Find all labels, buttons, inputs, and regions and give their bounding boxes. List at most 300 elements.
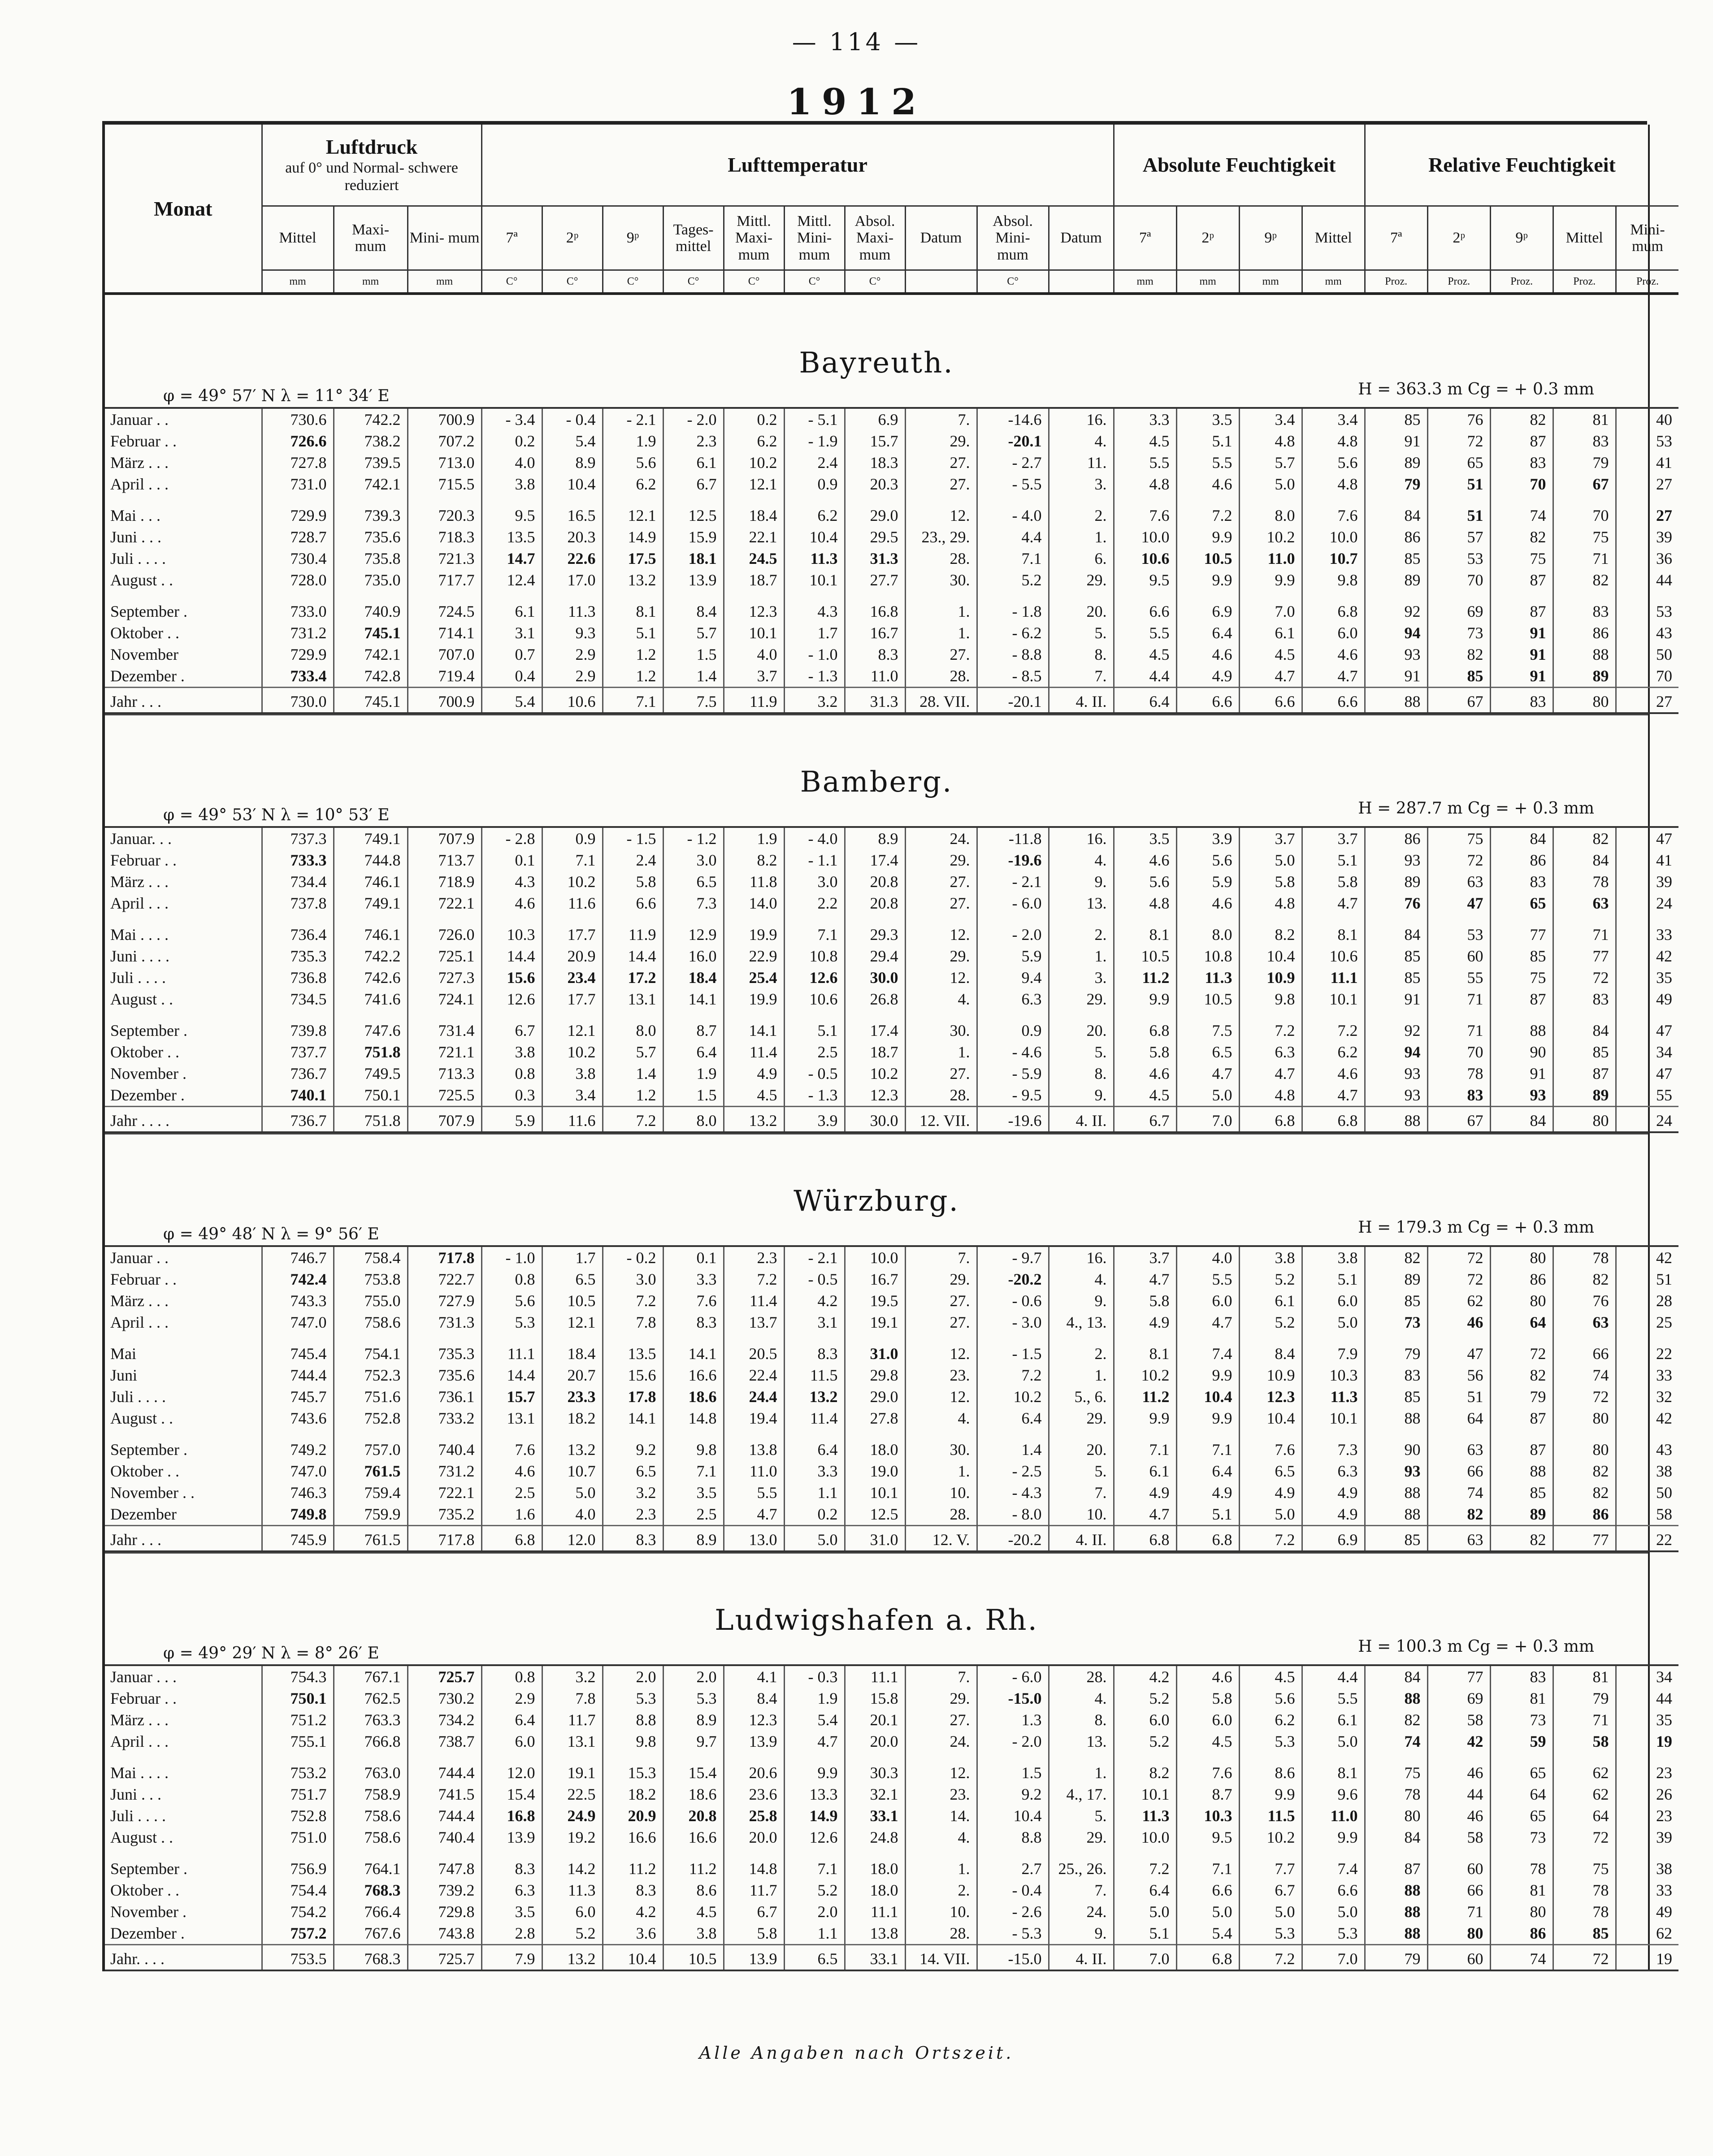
value-cell: 11.4 <box>784 1407 845 1429</box>
value-cell: 58 <box>1553 1731 1616 1752</box>
value-cell: 3.3 <box>784 1460 845 1482</box>
value-cell: 6.5 <box>663 871 724 892</box>
value-cell: 4.9 <box>1176 665 1239 688</box>
value-cell: 713.7 <box>408 849 481 871</box>
value-cell: 10.4 <box>977 1805 1049 1827</box>
value-cell: - 2.5 <box>977 1460 1049 1482</box>
month-label: Dezember <box>105 1503 262 1526</box>
value-cell: 31.3 <box>845 548 905 569</box>
value-cell: 17.7 <box>542 988 603 1010</box>
value-cell: 725.7 <box>408 1665 481 1688</box>
value-cell: 70 <box>1656 667 1672 685</box>
value-cell: 7.6 <box>481 1429 542 1460</box>
value-cell: 29.0 <box>845 1386 905 1407</box>
value-cell: 10.5 <box>1176 988 1239 1010</box>
value-cell: 750.1 <box>262 1688 334 1709</box>
value-cell: 736.1 <box>408 1386 481 1407</box>
value-cell: 3.1 <box>784 1312 845 1333</box>
value-cell: 85 <box>1365 967 1427 988</box>
value-cell: 6.0 <box>1176 1709 1239 1731</box>
value-cell: 752.8 <box>334 1407 408 1429</box>
month-label: Juni . . . <box>105 526 262 548</box>
value-cell: 30.0 <box>845 1107 905 1133</box>
value-cell: 71 <box>1427 1901 1490 1922</box>
value-cell: 15.7 <box>845 430 905 452</box>
value-cell: 12.1 <box>724 473 784 495</box>
month-row <box>105 1460 1678 1482</box>
value-cell: 9.9 <box>1176 1407 1239 1429</box>
value-cell: 25.8 <box>724 1805 784 1827</box>
value-cell: 7.1 <box>663 1460 724 1482</box>
value-cell: 58 <box>1656 1505 1672 1523</box>
value-cell: 717.8 <box>408 1526 481 1552</box>
year-summary-row <box>105 1526 1678 1552</box>
value-cell: 44 <box>1656 1689 1672 1707</box>
value-cell: 86 <box>1490 1268 1553 1290</box>
value-cell: 18.4 <box>663 967 724 988</box>
value-cell: 80 <box>1553 1429 1616 1460</box>
value-cell: 28. <box>905 1922 977 1945</box>
value-cell: 721.3 <box>408 548 481 569</box>
value-cell: - 1.3 <box>784 1084 845 1107</box>
value-cell: 27 <box>1616 688 1678 714</box>
value-cell: 735.2 <box>408 1503 481 1526</box>
value-cell: 41 <box>1656 851 1672 869</box>
value-cell: 5.8 <box>603 871 663 892</box>
value-cell: 67 <box>1427 1107 1490 1133</box>
value-cell: 15.7 <box>481 1386 542 1407</box>
value-cell: 744.4 <box>262 1364 334 1386</box>
month-row <box>105 430 1678 452</box>
value-cell: 1.9 <box>603 430 663 452</box>
column-unit: C° <box>845 270 905 294</box>
value-cell: 10.6 <box>1302 945 1365 967</box>
value-cell: 29. <box>905 945 977 967</box>
value-cell: 75 <box>1490 967 1553 988</box>
column-unit: mm <box>1176 270 1239 294</box>
value-cell: 14.8 <box>724 1848 784 1879</box>
value-cell: 8.2 <box>1114 1752 1176 1784</box>
value-cell: - 1.5 <box>977 1333 1049 1364</box>
value-cell: 12.5 <box>663 495 724 526</box>
value-cell: 5.7 <box>663 622 724 644</box>
value-cell: 738.2 <box>334 430 408 452</box>
value-cell: 6.5 <box>784 1945 845 1971</box>
value-cell: 757.0 <box>334 1429 408 1460</box>
value-cell: 72 <box>1427 430 1490 452</box>
value-cell: 14.4 <box>481 1364 542 1386</box>
value-cell: 75 <box>1553 526 1616 548</box>
month-row <box>105 1407 1678 1429</box>
value-cell: 6.1 <box>481 591 542 622</box>
value-cell: 18.4 <box>542 1333 603 1364</box>
value-cell: 17.7 <box>542 914 603 945</box>
value-cell: 730.0 <box>262 688 334 714</box>
value-cell: 93 <box>1365 1460 1427 1482</box>
value-cell: 3.9 <box>1176 827 1239 849</box>
value-cell: 10.6 <box>1114 548 1176 569</box>
value-cell: 3.7 <box>1239 827 1302 849</box>
value-cell: 86 <box>1490 849 1553 871</box>
month-label: April . . . <box>105 1731 262 1752</box>
value-cell: 10. <box>905 1482 977 1503</box>
value-cell: 4. II. <box>1049 1526 1114 1552</box>
value-cell: 730.2 <box>408 1688 481 1709</box>
value-cell: 6.3 <box>481 1879 542 1901</box>
value-cell: 27. <box>905 1063 977 1084</box>
value-cell: 80 <box>1427 1922 1490 1945</box>
value-cell: 731.0 <box>262 473 334 495</box>
value-cell: 2.5 <box>481 1482 542 1503</box>
value-cell: 749.8 <box>262 1503 334 1526</box>
value-cell: 29. <box>905 1688 977 1709</box>
value-cell: 745.4 <box>262 1333 334 1364</box>
station-divider <box>105 1552 1648 1554</box>
value-cell: - 2.1 <box>784 1246 845 1268</box>
month-row <box>105 1333 1678 1364</box>
value-cell: 5. <box>1049 622 1114 644</box>
value-cell: 4., 13. <box>1049 1312 1114 1333</box>
month-label: März . . . <box>105 1290 262 1312</box>
value-cell: 12.1 <box>542 1312 603 1333</box>
value-cell: 22 <box>1656 1345 1672 1363</box>
month-label: Juli . . . . <box>105 1386 262 1407</box>
value-cell: 6.2 <box>603 473 663 495</box>
value-cell: 10.0 <box>845 1246 905 1268</box>
value-cell: 739.3 <box>334 495 408 526</box>
value-cell: 85 <box>1490 1482 1553 1503</box>
value-cell: 6.4 <box>481 1709 542 1731</box>
value-cell: 27. <box>905 892 977 914</box>
year-summary-row <box>105 1945 1678 1971</box>
value-cell: 5.0 <box>1302 1901 1365 1922</box>
value-cell: 4.9 <box>1114 1482 1176 1503</box>
value-cell: 10.7 <box>542 1460 603 1482</box>
value-cell: 10.1 <box>845 1482 905 1503</box>
month-label: Februar . . <box>105 1688 262 1709</box>
value-cell: - 1.0 <box>784 644 845 665</box>
value-cell: 89 <box>1365 452 1427 473</box>
value-cell: 6.4 <box>977 1407 1049 1429</box>
value-cell: 49 <box>1656 1903 1672 1921</box>
value-cell: -15.0 <box>977 1688 1049 1709</box>
value-cell: 81 <box>1553 408 1616 430</box>
value-cell: 9. <box>1049 1084 1114 1107</box>
value-cell: 4. II. <box>1049 1107 1114 1133</box>
value-cell: 22 <box>1616 1526 1678 1552</box>
value-cell: 51 <box>1427 473 1490 495</box>
value-cell: 737.3 <box>262 827 334 849</box>
value-cell: 71 <box>1553 1709 1616 1731</box>
value-cell: 737.8 <box>262 892 334 914</box>
value-cell: 6.8 <box>1114 1010 1176 1041</box>
value-cell: 2.7 <box>977 1848 1049 1879</box>
value-cell: 74 <box>1490 1945 1553 1971</box>
top-rule <box>102 121 1647 125</box>
value-cell: 2.0 <box>784 1901 845 1922</box>
value-cell: 7.2 <box>603 1290 663 1312</box>
value-cell: 11.9 <box>724 688 784 714</box>
value-cell: 60 <box>1427 1848 1490 1879</box>
value-cell: 10.1 <box>1302 1407 1365 1429</box>
month-row <box>105 967 1678 988</box>
year-summary-row <box>105 688 1678 714</box>
value-cell: 46 <box>1427 1752 1490 1784</box>
month-row <box>105 622 1678 644</box>
value-cell: 5.8 <box>1239 871 1302 892</box>
value-cell: 5.8 <box>1114 1041 1176 1063</box>
value-cell: 42 <box>1656 1249 1672 1267</box>
value-cell: 77 <box>1553 945 1616 967</box>
value-cell: 78 <box>1553 1246 1616 1268</box>
value-cell: 742.1 <box>334 644 408 665</box>
value-cell: - 4.6 <box>977 1041 1049 1063</box>
value-cell: - 0.3 <box>784 1665 845 1688</box>
month-label: September . <box>105 591 262 622</box>
value-cell: 27. <box>905 871 977 892</box>
value-cell: 18.7 <box>845 1041 905 1063</box>
value-cell: 13.2 <box>724 1107 784 1133</box>
value-cell: 62 <box>1656 1924 1672 1942</box>
value-cell: 83 <box>1490 452 1553 473</box>
value-cell: 86 <box>1553 622 1616 644</box>
value-cell: - 0.2 <box>603 1246 663 1268</box>
month-row <box>105 452 1678 473</box>
value-cell: 4.4 <box>1114 665 1176 688</box>
month-row <box>105 1879 1678 1901</box>
value-cell: 62 <box>1553 1784 1616 1805</box>
value-cell: 10.2 <box>1239 1827 1302 1848</box>
value-cell: 766.8 <box>334 1731 408 1752</box>
value-cell: 7.4 <box>1176 1333 1239 1364</box>
value-cell: 79 <box>1365 473 1427 495</box>
value-cell: 77 <box>1490 914 1553 945</box>
value-cell: 30. <box>905 569 977 591</box>
value-cell: 74 <box>1427 1482 1490 1503</box>
value-cell: 758.9 <box>334 1784 408 1805</box>
value-cell: 7.6 <box>1239 1429 1302 1460</box>
page-number: — 114 — <box>792 28 921 56</box>
value-cell: 9.9 <box>1114 1407 1176 1429</box>
value-cell: 60 <box>1427 945 1490 967</box>
value-cell: 29. <box>1049 569 1114 591</box>
value-cell: 5.6 <box>1302 452 1365 473</box>
value-cell: 2.0 <box>603 1665 663 1688</box>
value-cell: 7.6 <box>663 1290 724 1312</box>
value-cell: 10.9 <box>1239 967 1302 988</box>
value-cell: 6.2 <box>1239 1709 1302 1731</box>
month-label: Juli . . . . <box>105 548 262 569</box>
column-unit: C° <box>977 270 1049 294</box>
value-cell: 82 <box>1553 1482 1616 1503</box>
value-cell: 1.1 <box>784 1922 845 1945</box>
value-cell: 70 <box>1427 1041 1490 1063</box>
value-cell: 725.5 <box>408 1084 481 1107</box>
value-cell: 749.5 <box>334 1063 408 1084</box>
value-cell: 33 <box>1656 1366 1672 1384</box>
value-cell: 6.6 <box>603 892 663 914</box>
value-cell: 8.7 <box>1176 1784 1239 1805</box>
value-cell: 15.4 <box>481 1784 542 1805</box>
column-label: Absol. Maxi- mum <box>845 206 905 270</box>
value-cell: 13.2 <box>542 1945 603 1971</box>
value-cell: 7.3 <box>663 892 724 914</box>
value-cell: 2. <box>1049 914 1114 945</box>
station-table <box>105 407 1678 714</box>
value-cell: 60 <box>1427 1945 1490 1971</box>
value-cell: 94 <box>1365 1041 1427 1063</box>
station-name: Würzburg. <box>794 1185 959 1218</box>
value-cell: 6.0 <box>481 1731 542 1752</box>
value-cell: 11.4 <box>724 1290 784 1312</box>
value-cell: 71 <box>1553 914 1616 945</box>
value-cell: 11.4 <box>724 1041 784 1063</box>
value-cell: 2.3 <box>724 1246 784 1268</box>
value-cell: 33 <box>1656 1881 1672 1899</box>
value-cell: 10.6 <box>784 988 845 1010</box>
value-cell: 16. <box>1049 827 1114 849</box>
value-cell: 8.8 <box>977 1827 1049 1848</box>
value-cell: 13.9 <box>481 1827 542 1848</box>
value-cell: 17.0 <box>542 569 603 591</box>
value-cell: 761.5 <box>334 1460 408 1482</box>
value-cell: 5.8 <box>1176 1688 1239 1709</box>
value-cell: 22.5 <box>542 1784 603 1805</box>
value-cell: 6.7 <box>724 1901 784 1922</box>
value-cell: 11.1 <box>481 1333 542 1364</box>
value-cell: 746.7 <box>262 1246 334 1268</box>
value-cell: 5.2 <box>1239 1312 1302 1333</box>
value-cell: 9.9 <box>1239 569 1302 591</box>
value-cell: 8.1 <box>1114 1333 1176 1364</box>
column-unit: Proz. <box>1616 270 1678 294</box>
value-cell: 7.0 <box>1302 1945 1365 1971</box>
value-cell: 6.4 <box>1114 1879 1176 1901</box>
value-cell: 6.3 <box>977 988 1049 1010</box>
value-cell: 1.2 <box>603 665 663 688</box>
value-cell: 2.9 <box>481 1688 542 1709</box>
value-cell: 16.5 <box>542 495 603 526</box>
value-cell: 4.6 <box>1302 1063 1365 1084</box>
value-cell: 7.1 <box>542 849 603 871</box>
value-cell: 12. <box>905 1752 977 1784</box>
value-cell: 4.0 <box>1176 1246 1239 1268</box>
value-cell: 753.8 <box>334 1268 408 1290</box>
value-cell: 5.6 <box>1114 871 1176 892</box>
value-cell: 28. <box>1049 1665 1114 1688</box>
month-row <box>105 1482 1678 1503</box>
value-cell: 69 <box>1427 1688 1490 1709</box>
value-cell: 730.4 <box>262 548 334 569</box>
value-cell: 74 <box>1553 1364 1616 1386</box>
value-cell: 7. <box>1049 1879 1114 1901</box>
value-cell: 5.0 <box>1302 1731 1365 1752</box>
value-cell: 5.3 <box>663 1688 724 1709</box>
value-cell: 1. <box>905 622 977 644</box>
value-cell: 55 <box>1427 967 1490 988</box>
month-label: April . . . <box>105 892 262 914</box>
value-cell: 0.2 <box>481 430 542 452</box>
value-cell: 58 <box>1427 1827 1490 1848</box>
value-cell: 9.9 <box>1176 526 1239 548</box>
value-cell: 12.1 <box>542 1010 603 1041</box>
value-cell: 5.9 <box>481 1107 542 1133</box>
month-label: Mai . . . <box>105 495 262 526</box>
value-cell: 3.0 <box>663 849 724 871</box>
value-cell: 740.1 <box>262 1084 334 1107</box>
value-cell: 758.4 <box>334 1246 408 1268</box>
value-cell: 9.5 <box>1114 569 1176 591</box>
value-cell: 5.1 <box>1302 1268 1365 1290</box>
value-cell: 768.3 <box>334 1879 408 1901</box>
value-cell: 5.2 <box>1114 1688 1176 1709</box>
value-cell: 758.6 <box>334 1805 408 1827</box>
value-cell: 14.9 <box>784 1805 845 1827</box>
value-cell: 6. <box>1049 548 1114 569</box>
value-cell: 27 <box>1656 475 1672 493</box>
value-cell: 740.4 <box>408 1429 481 1460</box>
value-cell: 5.4 <box>784 1709 845 1731</box>
value-cell: 718.3 <box>408 526 481 548</box>
value-cell: 5.0 <box>784 1526 845 1552</box>
value-cell: -11.8 <box>977 827 1049 849</box>
value-cell: - 4.0 <box>784 827 845 849</box>
column-unit: mm <box>334 270 408 294</box>
value-cell: 18.0 <box>845 1879 905 1901</box>
value-cell: 5.4 <box>1176 1922 1239 1945</box>
value-cell: 83 <box>1365 1364 1427 1386</box>
value-cell: 1. <box>1049 1752 1114 1784</box>
value-cell: 88 <box>1365 1107 1427 1133</box>
value-cell: 5.3 <box>603 1688 663 1709</box>
value-cell: 1.9 <box>724 827 784 849</box>
value-cell: 762.5 <box>334 1688 408 1709</box>
value-cell: 746.3 <box>262 1482 334 1503</box>
value-cell: 3.9 <box>784 1107 845 1133</box>
value-cell: - 5.1 <box>784 408 845 430</box>
value-cell: 16.6 <box>663 1827 724 1848</box>
value-cell: 734.2 <box>408 1709 481 1731</box>
value-cell: 26.8 <box>845 988 905 1010</box>
value-cell: 10.1 <box>1302 988 1365 1010</box>
month-row <box>105 1246 1678 1268</box>
value-cell: 10.5 <box>663 1945 724 1971</box>
value-cell: - 3.0 <box>977 1312 1049 1333</box>
value-cell: 751.0 <box>262 1827 334 1848</box>
value-cell: 23.3 <box>542 1386 603 1407</box>
value-cell: 9.9 <box>784 1752 845 1784</box>
value-cell: 751.8 <box>334 1107 408 1133</box>
value-cell: 0.2 <box>784 1503 845 1526</box>
value-cell: 5.7 <box>1239 452 1302 473</box>
value-cell: 79 <box>1553 1688 1616 1709</box>
value-cell: 3.8 <box>1302 1246 1365 1268</box>
value-cell: 7.2 <box>1302 1010 1365 1041</box>
value-cell: 6.2 <box>1302 1041 1365 1063</box>
value-cell: 4.7 <box>1176 1312 1239 1333</box>
value-cell: 8. <box>1049 644 1114 665</box>
value-cell: 4. <box>905 988 977 1010</box>
value-cell: 3.8 <box>542 1063 603 1084</box>
value-cell: 16.0 <box>663 945 724 967</box>
value-cell: 86 <box>1553 1503 1616 1526</box>
value-cell: 8.3 <box>481 1848 542 1879</box>
value-cell: 700.9 <box>408 408 481 430</box>
value-cell: 72 <box>1553 967 1616 988</box>
value-cell: 28. VII. <box>905 688 977 714</box>
value-cell: 1.5 <box>663 644 724 665</box>
column-label: 2ᵖ <box>1427 206 1490 270</box>
